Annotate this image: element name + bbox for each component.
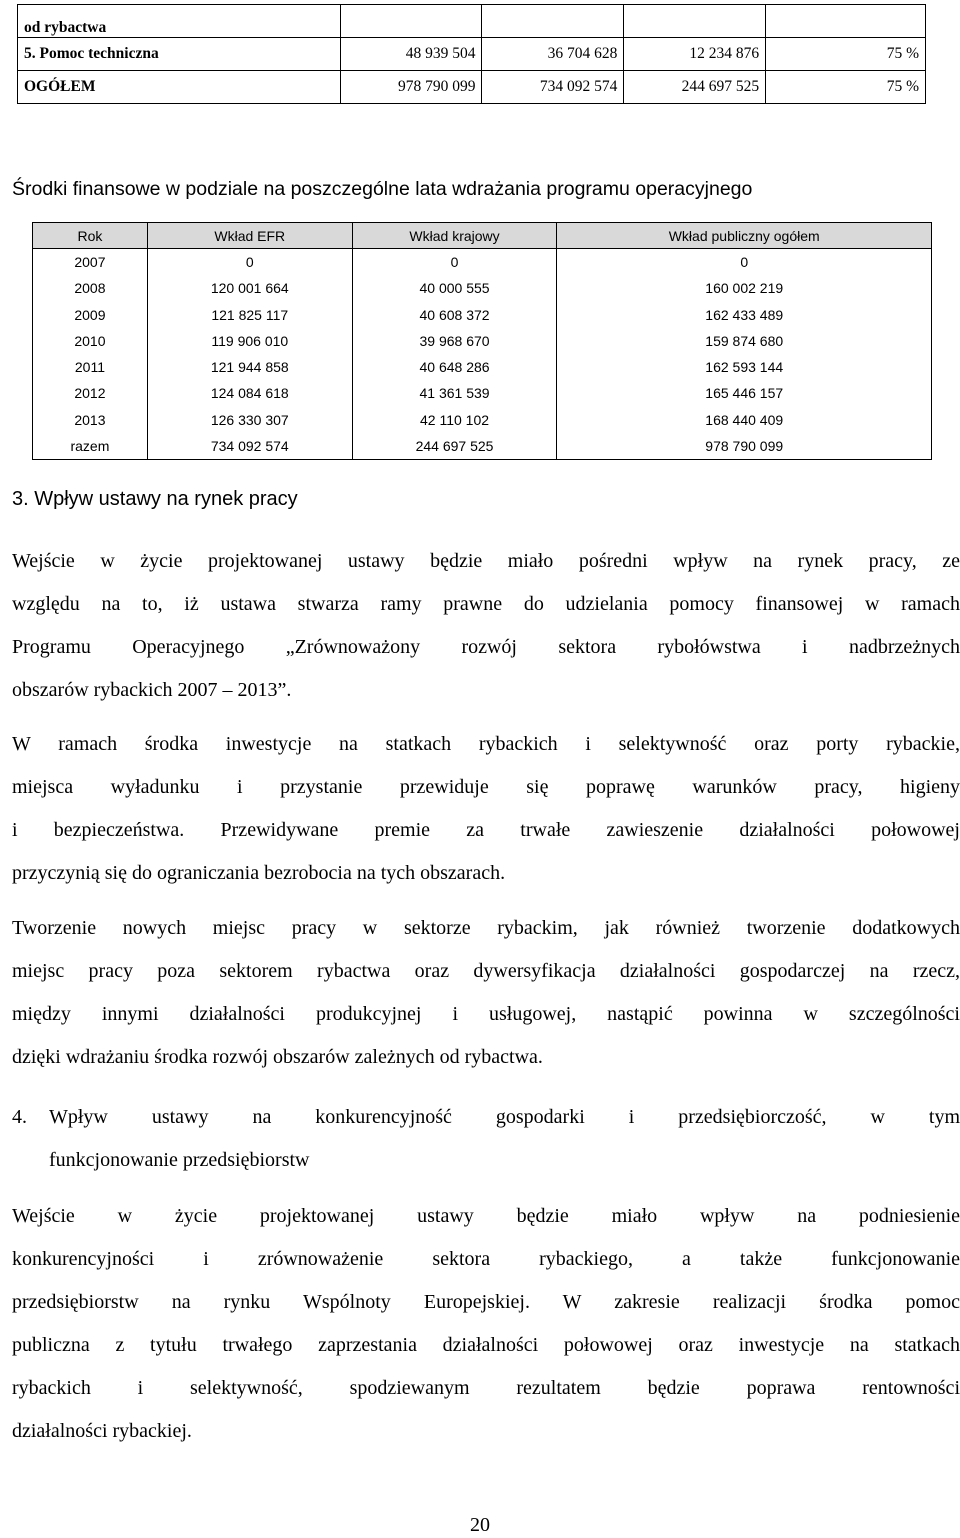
paragraph: [12, 907, 960, 1079]
table-cell: 2009: [33, 301, 148, 327]
table-row: [33, 380, 932, 406]
paragraph-line: i bezpieczeństwa. Przewidywane premie za trwałe zawieszenie działalności połowowej: [12, 819, 960, 841]
finance-by-year-table: [32, 222, 932, 460]
row-label: 5. Pomoc techniczna: [18, 38, 341, 71]
table-cell: 120 001 664: [147, 275, 352, 301]
table-cell: 119 906 010: [147, 328, 352, 354]
funding-table-continuation: [17, 4, 926, 104]
table-cell: 0: [557, 249, 932, 275]
table-cell: 978 790 099: [557, 433, 932, 459]
table-row: [18, 38, 926, 71]
table-cell: 734 092 574: [147, 433, 352, 459]
paragraph-line: działalności rybackiej.: [12, 1420, 192, 1442]
paragraph-line: publiczna z tytułu trwałego zaprzestania działalności połowowej oraz inwestycje na statkach: [12, 1334, 960, 1356]
table-cell: 165 446 157: [557, 380, 932, 406]
table-row: [33, 275, 932, 301]
cell: 75 %: [766, 71, 926, 104]
table-row: [33, 433, 932, 459]
heading-labour-market: 3. Wpływ ustawy na rynek pracy: [12, 488, 298, 510]
table-row: [18, 71, 926, 104]
table-cell: 2008: [33, 275, 148, 301]
table-cell: 2010: [33, 328, 148, 354]
table-cell: 2007: [33, 249, 148, 275]
table-cell: 42 110 102: [352, 407, 557, 433]
table-cell: 160 002 219: [557, 275, 932, 301]
table-cell: 40 000 555: [352, 275, 557, 301]
table-cell: 2011: [33, 354, 148, 380]
table-cell: 41 361 539: [352, 380, 557, 406]
cell: [624, 5, 766, 38]
paragraph-line: Tworzenie nowych miejsc pracy w sektorze rybackim, jak również tworzenie dodatkowych: [12, 917, 960, 939]
paragraph-line: konkurencyjności i zrównoważenie sektora rybackiego, a także funkcjonowanie: [12, 1248, 960, 1270]
row-label: od rybactwa: [18, 5, 341, 38]
table-cell: 2013: [33, 407, 148, 433]
paragraph-line: obszarów rybackich 2007 – 2013”.: [12, 679, 292, 701]
paragraph: [12, 1195, 960, 1453]
table-cell: 39 968 670: [352, 328, 557, 354]
paragraph: [12, 540, 960, 712]
table-row: [18, 5, 926, 38]
table-row: [33, 407, 932, 433]
column-header: Wkład EFR: [147, 223, 352, 249]
paragraph-line: miejsca wyładunku i przystanie przewiduje się poprawę warunków pracy, higieny: [12, 776, 960, 798]
heading-line: funkcjonowanie przedsiębiorstw: [49, 1149, 310, 1171]
paragraph-line: przyczynią się do ograniczania bezrobocia na tych obszarach.: [12, 862, 506, 884]
cell: [766, 5, 926, 38]
paragraph-line: Wejście w życie projektowanej ustawy będzie miało pośredni wpływ na rynek pracy, ze: [12, 550, 960, 572]
table-body: [33, 249, 932, 459]
table-cell: 168 440 409: [557, 407, 932, 433]
heading-competitiveness: [12, 1096, 960, 1182]
paragraph-line: Programu Operacyjnego „Zrównoważony rozwój sektora rybołówstwa i nadbrzeżnych: [12, 636, 960, 658]
table-cell: 162 433 489: [557, 301, 932, 327]
table-cell: 0: [147, 249, 352, 275]
table-header-row: [33, 223, 932, 249]
table-cell: 0: [352, 249, 557, 275]
heading-number: 4.: [12, 1106, 27, 1128]
cell: 75 %: [766, 38, 926, 71]
paragraph-line: miejsc pracy poza sektorem rybactwa oraz dywersyfikacja działalności gospodarczej na rzecz,: [12, 960, 960, 982]
table-cell: 124 084 618: [147, 380, 352, 406]
column-header: Wkład publiczny ogółem: [557, 223, 932, 249]
table-cell: 244 697 525: [352, 433, 557, 459]
cell: 12 234 876: [624, 38, 766, 71]
table-row: [33, 301, 932, 327]
table-cell: 126 330 307: [147, 407, 352, 433]
paragraph-line: dzięki wdrażaniu środka rozwój obszarów zależnych od rybactwa.: [12, 1046, 543, 1068]
table-cell: 121 825 117: [147, 301, 352, 327]
table-cell: 159 874 680: [557, 328, 932, 354]
section-title: Środki finansowe w podziale na poszczególne lata wdrażania programu operacyjnego: [12, 178, 753, 200]
cell: 244 697 525: [624, 71, 766, 104]
cell: 36 704 628: [482, 38, 624, 71]
table-cell: 2012: [33, 380, 148, 406]
paragraph: [12, 723, 960, 895]
paragraph-line: między innymi działalności produkcyjnej i usługowej, nastąpić powinna w szczególności: [12, 1003, 960, 1025]
cell: 48 939 504: [340, 38, 482, 71]
paragraph-line: Wejście w życie projektowanej ustawy będzie miało wpływ na podniesienie: [12, 1205, 960, 1227]
cell: 978 790 099: [340, 71, 482, 104]
table-row: [33, 328, 932, 354]
cell: [340, 5, 482, 38]
table-cell: razem: [33, 433, 148, 459]
table-cell: 162 593 144: [557, 354, 932, 380]
table-cell: 40 608 372: [352, 301, 557, 327]
table-row: [33, 249, 932, 275]
paragraph-line: przedsiębiorstw na rynku Wspólnoty Europejskiej. W zakresie realizacji środka pomoc: [12, 1291, 960, 1313]
column-header: Wkład krajowy: [352, 223, 557, 249]
table-cell: 121 944 858: [147, 354, 352, 380]
table-cell: 40 648 286: [352, 354, 557, 380]
cell: 734 092 574: [482, 71, 624, 104]
page-number: 20: [470, 1514, 490, 1536]
table-row: [33, 354, 932, 380]
cell: [482, 5, 624, 38]
heading-line: Wpływ ustawy na konkurencyjność gospodarki i przedsiębiorczość, w tym: [49, 1106, 960, 1128]
paragraph-line: W ramach środka inwestycje na statkach rybackich i selektywność oraz porty rybackie,: [12, 733, 960, 755]
row-label: OGÓŁEM: [18, 71, 341, 104]
paragraph-line: względu na to, iż ustawa stwarza ramy prawne do udzielania pomocy finansowej w ramach: [12, 593, 960, 615]
column-header: Rok: [33, 223, 148, 249]
paragraph-line: rybackich i selektywność, spodziewanym rezultatem będzie poprawa rentowności: [12, 1377, 960, 1399]
